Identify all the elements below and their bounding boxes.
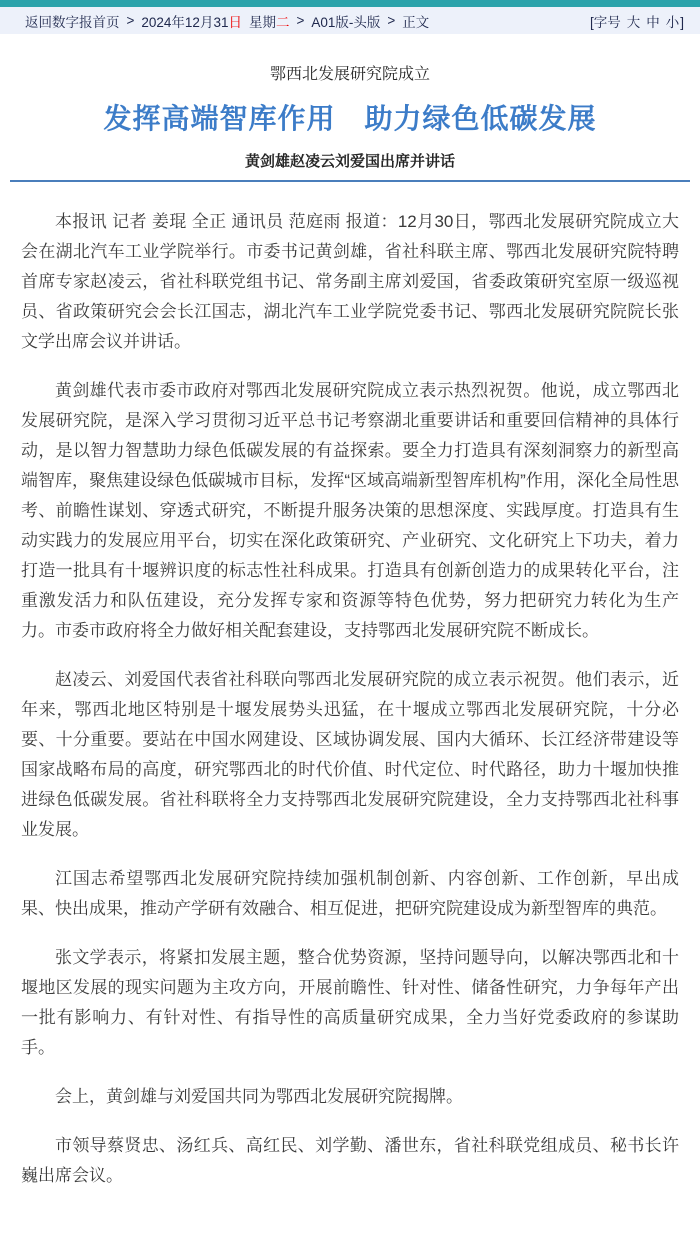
breadcrumb-home-link[interactable]: 返回数字报首页 [25,14,120,30]
breadcrumb-separator: > [387,13,396,28]
breadcrumb-edition-link[interactable]: A01版-头版 [311,14,381,30]
article-paragraph: 赵凌云、刘爱国代表省社科联向鄂西北发展研究院的成立表示祝贺。他们表示，近年来，鄂西北地区特别是十堰发展势头迅猛，在十堰成立鄂西北发展研究院，十分必要、十分重要。要站在中国水网建设、区域协调发展、国内大循环、长江经济带建设等国家战略布局的高度，研究鄂西北的时代价值、时代定位、时代路径，助力十堰加快推进绿色低碳发展。省社科联将全力支持鄂西北发展研究院建设，全力支持鄂西北社科事业发展。 [21,670,679,839]
breadcrumb-date-text: 2024年12月31 [141,14,229,30]
article-body [0,207,700,1240]
breadcrumb-date-day: 日 [228,14,242,30]
fontsize-medium-button[interactable]: 中 [646,14,660,30]
breadcrumb-current: 正文 [402,14,430,30]
article-paragraph: 本报讯 记者 姜琨 全正 通讯员 范庭雨 报道：12月30日，鄂西北发展研究院成立大会在湖北汽车工业学院举行。市委书记黄剑雄，省社科联主席、鄂西北发展研究院特聘首席专家赵凌云，省社科联党组书记、常务副主席刘爱国，省委政策研究室原一级巡视员、省政策研究会会长江国志，湖北汽车工业学院党委书记、鄂西北发展研究院院长张文学出席会议并讲话。 [21,212,679,351]
article-paragraph: 市领导蔡贤忠、汤红兵、高红民、刘学勤、潘世东，省社科联党组成员、秘书长许巍出席会议。 [21,1136,679,1185]
fontsize-label-close: ] [680,14,684,30]
article-paragraph: 张文学表示，将紧扣发展主题，整合优势资源，坚持问题导向，以解决鄂西北和十堰地区发展的现实问题为主攻方向，开展前瞻性、针对性、储备性研究，力争每年产出一批有影响力、有针对性、有指导性的高质量研究成果，全力当好党委政府的参谋助手。 [21,948,679,1057]
article-title: 发挥高端智库作用 助力绿色低碳发展 [103,103,597,134]
title-divider [10,180,690,182]
fontsize-large-button[interactable]: 大 [626,14,641,30]
page-header [0,0,700,34]
article-paragraph: 江国志希望鄂西北发展研究院持续加强机制创新、内容创新、工作创新，早出成果、快出成果，推动产学研有效融合、相互促进，把研究院建设成为新型智库的典范。 [21,869,679,918]
breadcrumb [25,11,429,31]
breadcrumb-separator: > [126,13,135,28]
breadcrumb-bar [0,7,700,34]
breadcrumb-weekday-num: 二 [275,14,290,30]
breadcrumb-date-link[interactable] [141,11,289,31]
article [0,61,700,1240]
breadcrumb-separator: > [296,13,305,28]
article-head [0,61,700,171]
fontsize-label: [字号 [589,14,621,30]
fontsize-small-button[interactable]: 小 [665,14,680,30]
breadcrumb-weekday-text: 星期 [248,14,276,30]
fontsize-control [590,11,684,31]
article-subtitle: 黄剑雄赵凌云刘爱国出席并讲话 [244,153,455,170]
article-supertitle: 鄂西北发展研究院成立 [269,66,430,83]
article-paragraph: 会上，黄剑雄与刘爱国共同为鄂西北发展研究院揭牌。 [55,1087,463,1106]
top-accent-bar [0,0,700,7]
article-paragraph: 黄剑雄代表市委市政府对鄂西北发展研究院成立表示热烈祝贺。他说，成立鄂西北发展研究院，是深入学习贯彻习近平总书记考察湖北重要讲话和重要回信精神的具体行动，是以智力智慧助力绿色低碳发展的有益探索。要全力打造具有深刻洞察力的新型高端智库，聚焦建设绿色低碳城市目标，发挥“区域高端新型智库机构”作用，深化全局性思考、前瞻性谋划、穿透式研究，不断提升服务决策的思想深度、实践厚度。打造具有生动实践力的发展应用平台，切实在深化政策研究、产业研究、文化研究上下功夫，着力打造一批具有十堰辨识度的标志性社科成果。打造具有创新创造力的成果转化平台，注重激发活力和队伍建设，充分发挥专家和资源等特色优势，努力把研究力转化为生产力。市委市政府将全力做好相关配套建设，支持鄂西北发展研究院不断成长。 [21,381,679,640]
